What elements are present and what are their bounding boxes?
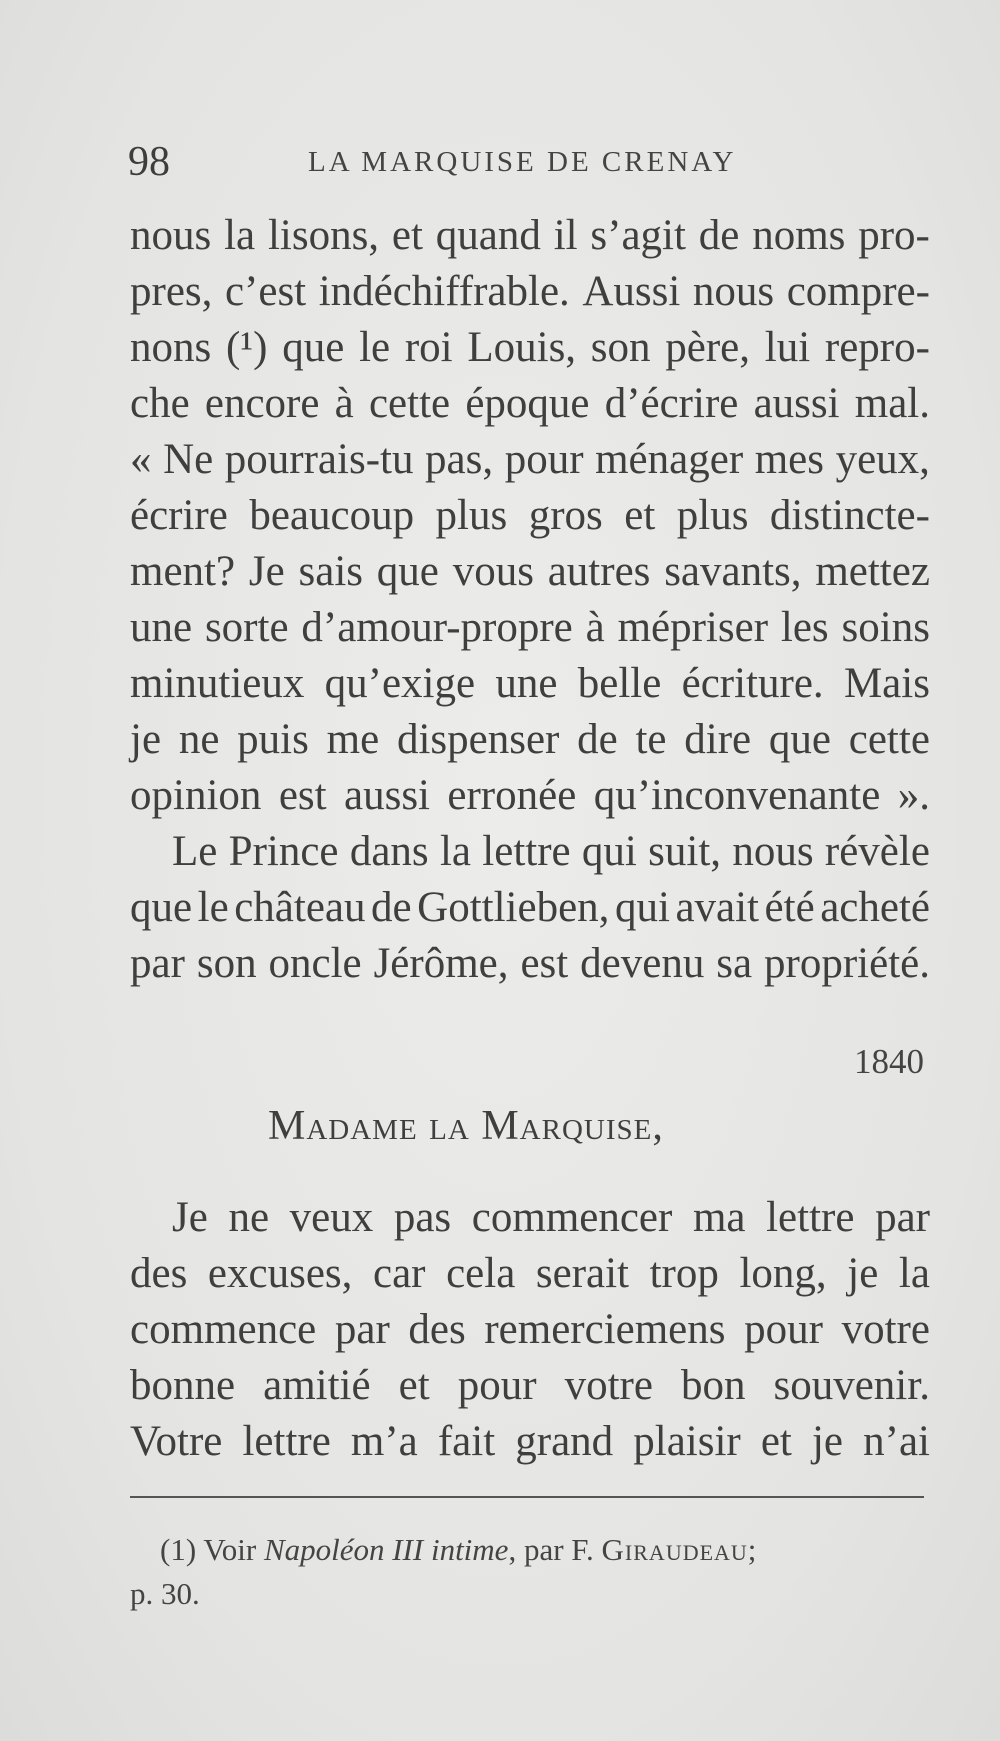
text-line: écrire beaucoup plus gros et plus distincte- xyxy=(130,492,930,539)
page-number: 98 xyxy=(128,139,170,185)
letter-line: bonne amitié et pour votre bon souvenir. xyxy=(130,1362,930,1409)
text-line: que le château de Gottlieben, qui avait été acheté xyxy=(130,884,930,931)
footnote-marker: (1) xyxy=(160,1532,197,1567)
text-line: ment? Je sais que vous autres savants, mettez xyxy=(130,548,930,595)
running-title: LA MARQUISE DE CRENAY xyxy=(308,146,737,178)
text-line: nons (¹) que le roi Louis, son père, lui repro- xyxy=(130,324,930,371)
text-line: nous la lisons, et quand il s’agit de noms pro- xyxy=(130,212,930,259)
letter-line: commence par des remerciemens pour votre xyxy=(130,1306,930,1353)
text-line: Le Prince dans la lettre qui suit, nous révèle xyxy=(172,828,930,875)
text-line: « Ne pourrais-tu pas, pour ménager mes yeux, xyxy=(130,436,930,483)
footnote-prefix: Voir xyxy=(203,1532,257,1567)
footnote-by: , par F. xyxy=(508,1532,594,1567)
text-line: che encore à cette époque d’écrire aussi mal. xyxy=(130,380,930,427)
footnote-author: Giraudeau; xyxy=(601,1532,758,1567)
footnote-title: Napoléon III intime xyxy=(263,1532,509,1567)
text-line: pres, c’est indéchiffrable. Aussi nous compre- xyxy=(130,268,930,315)
letter-line: Je ne veux pas commencer ma lettre par xyxy=(172,1194,930,1241)
running-head xyxy=(128,138,928,188)
letter-line: Votre lettre m’a fait grand plaisir et je n’ai xyxy=(130,1418,930,1465)
letter-line: des excuses, car cela serait trop long, je la xyxy=(130,1250,930,1297)
footnote-rule xyxy=(130,1496,924,1498)
letter-salutation: Madame la Marquise, xyxy=(268,1103,664,1149)
letter-text xyxy=(130,1190,930,1470)
letter-date: 1840 xyxy=(854,1042,924,1081)
footnote-page: p. 30. xyxy=(130,1576,200,1611)
body-text xyxy=(130,208,930,992)
text-line: je ne puis me dispenser de te dire que cette xyxy=(130,716,930,763)
text-line: minutieux qu’exige une belle écriture. Mais xyxy=(130,660,930,707)
text-line: une sorte d’amour-propre à mépriser les soins xyxy=(130,604,930,651)
text-line: par son oncle Jérôme, est devenu sa propriété. xyxy=(130,940,930,987)
text-line: opinion est aussi erronée qu’inconvenante ». xyxy=(130,772,930,819)
footnote xyxy=(130,1528,930,1616)
